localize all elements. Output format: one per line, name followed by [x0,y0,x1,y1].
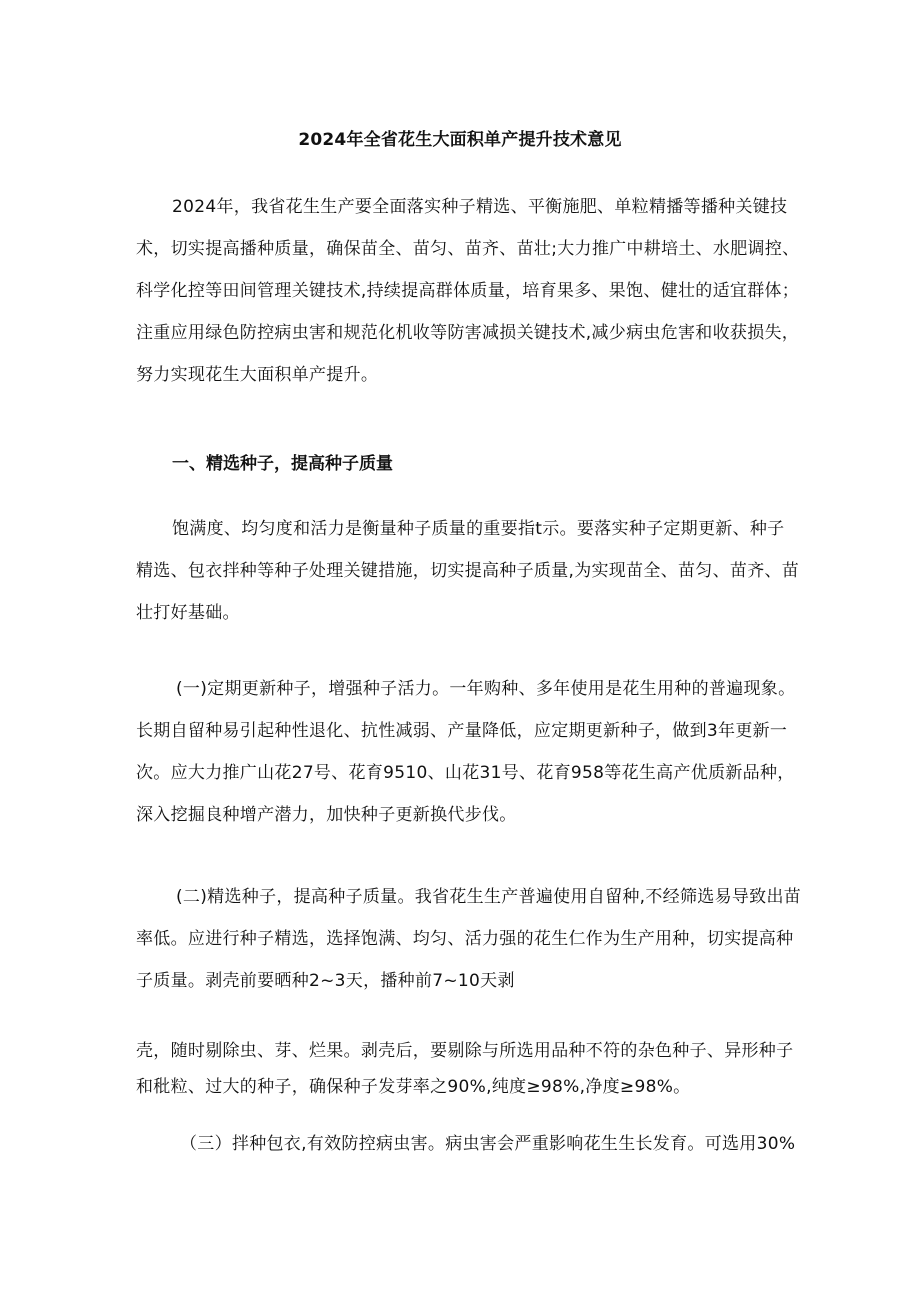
paragraph-line: 长期自留种易引起种性退化、抗性减弱、产量降低，应定期更新种子，做到3年更新一 [136,721,788,741]
paragraph-line: 饱满度、均匀度和活力是衡量种子质量的重要指t示。要落实种子定期更新、种子 [172,519,785,539]
paragraph-line: 壳，随时剔除虫、芽、烂果。剥壳后，要剔除与所选用品种不符的杂色种子、异形种子 [136,1041,794,1061]
paragraph-line: 深入挖掘良种增产潜力，加快种子更新换代步伐。 [136,805,517,825]
item-paragraph-1 [136,668,796,836]
document-title: 2024年全省花生大面积单产提升技术意见 [298,130,622,150]
item-paragraph-3 [136,1123,796,1165]
section-heading: 一、精选种子，提高种子质量 [172,454,393,474]
paragraph-line: 精选、包衣拌种等种子处理关键措施，切实提高种子质量,为实现苗全、苗匀、苗齐、苗 [136,561,800,581]
paragraph-line: 次。应大力推广山花27号、花育9510、山花31号、花育958等花生高产优质新品种， [136,763,795,783]
paragraph-line: (二)精选种子，提高种子质量。我省花生生产普遍使用自留种,不经筛选易导致出苗 [176,887,802,907]
paragraph-line: 科学化控等田间管理关键技术,持续提高群体质量，培育果多、果饱、健壮的适宜群体； [136,281,800,301]
paragraph-line: （三）拌种包衣,有效防控病虫害。病虫害会严重影响花生生长发育。可选用30% [180,1134,796,1154]
paragraph-line: 注重应用绿色防控病虫害和规范化机收等防害减损关键技术,减少病虫危害和收获损失， [136,323,800,343]
intro-paragraph [136,186,800,396]
paragraph-line: 努力实现花生大面积单产提升。 [136,365,379,385]
paragraph-line: 率低。应进行种子精选，选择饱满、均匀、活力强的花生仁作为生产用种，切实提高种 [136,929,794,949]
paragraph-line: 子质量。剥壳前要晒种2~3天，播种前7~10天剥 [136,971,515,991]
paragraph-line: 和秕粒、过大的种子，确保种子发芽率之90%,纯度≥98%,净度≥98%。 [136,1077,691,1097]
item-paragraph-2-continued [136,1033,794,1105]
item-paragraph-2 [136,876,802,1002]
section-paragraph [136,508,800,634]
paragraph-line: 术，切实提高播种质量，确保苗全、苗匀、苗齐、苗壮;大力推广中耕培土、水肥调控、 [136,239,800,259]
paragraph-line: (一)定期更新种子，增强种子活力。一年购种、多年使用是花生用种的普遍现象。 [176,679,796,699]
paragraph-line: 壮打好基础。 [136,603,240,623]
paragraph-line: 2024年，我省花生生产要全面落实种子精选、平衡施肥、单粒精播等播种关键技 [172,197,788,217]
